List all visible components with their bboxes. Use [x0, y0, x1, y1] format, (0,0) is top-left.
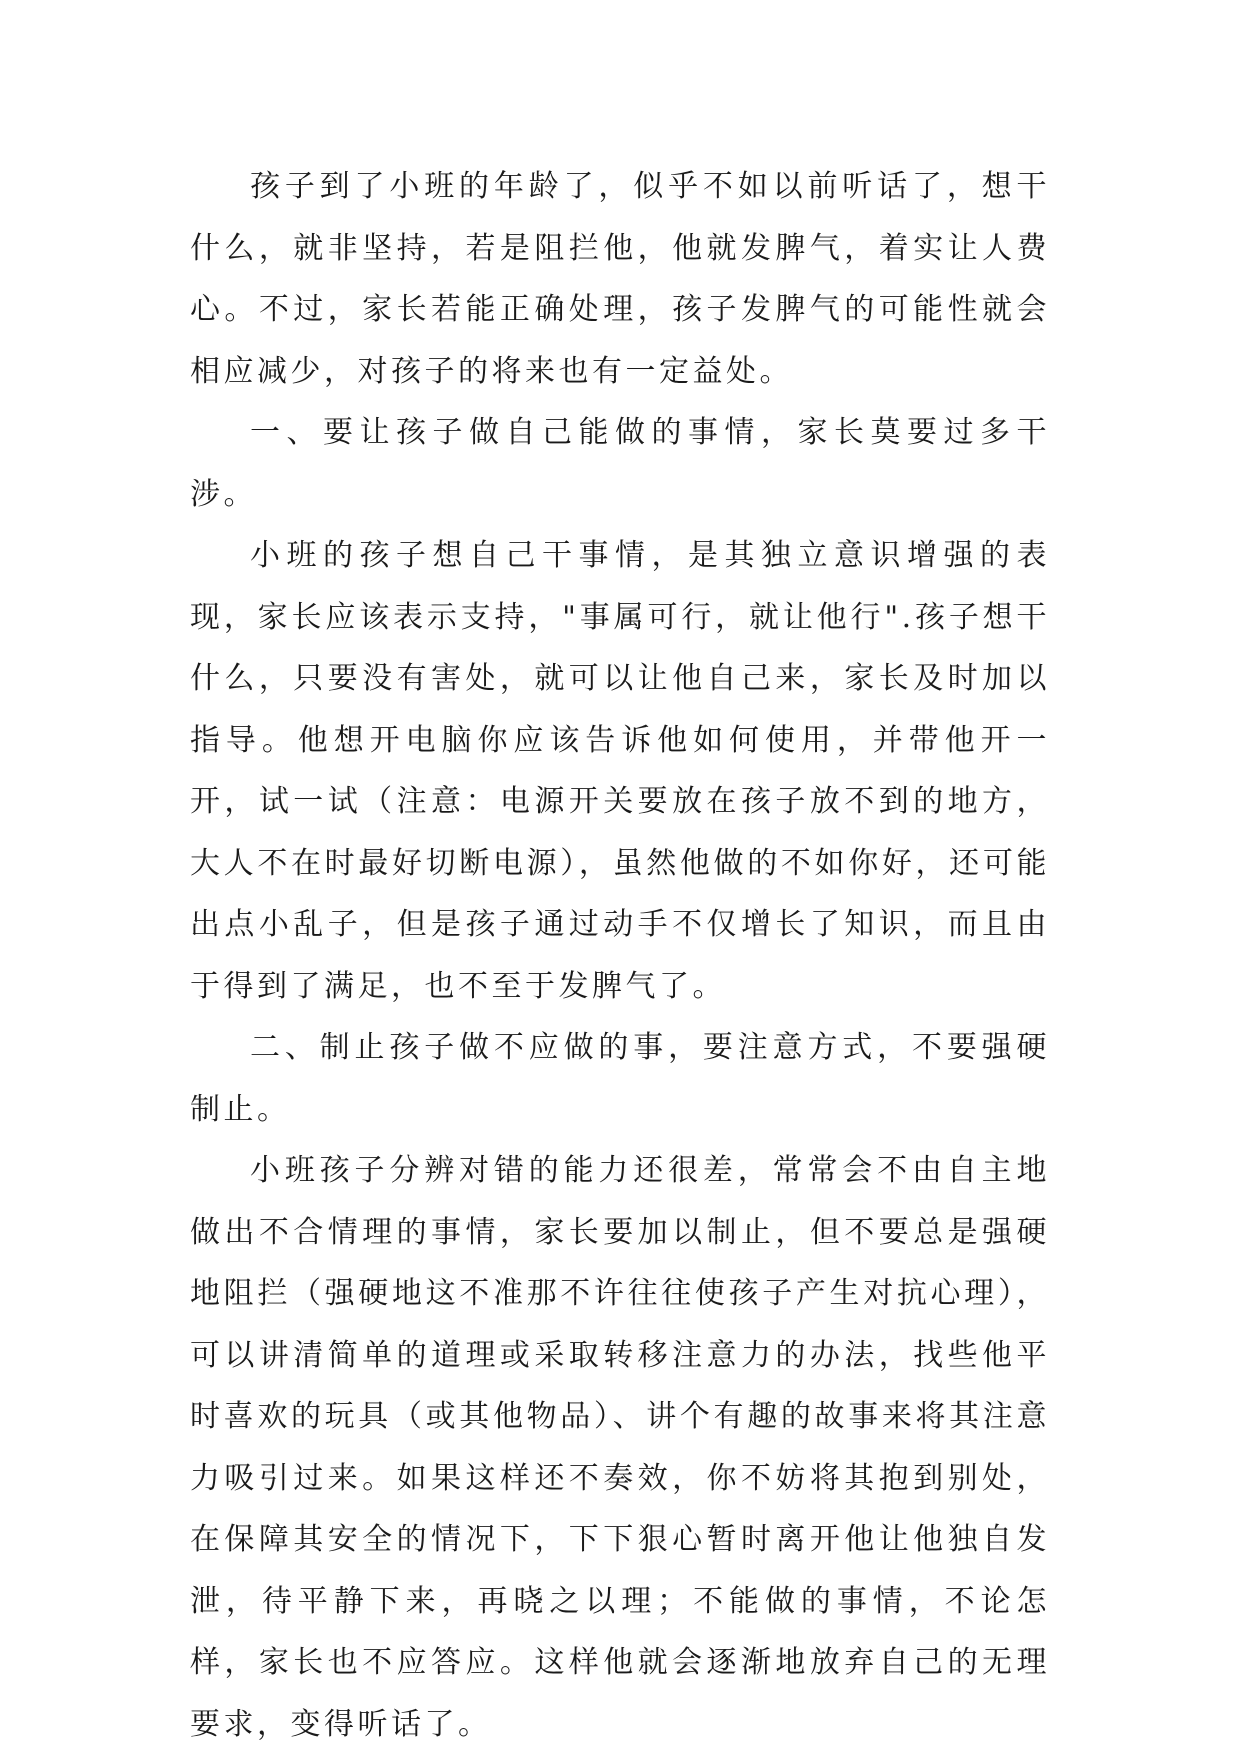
paragraph-section-1: 小班的孩子想自己干事情，是其独立意识增强的表现，家长应该表示支持，"事属可行，就让他行".孩子想干什么，只要没有害处，就可以让他自己来，家长及时加以指导。他想开电脑你应该告诉他如何使用，并带他开一开，试一试（注意：电源开关要放在孩子放不到的地方，大人不在时最好切断电源），虽然他做的不如你好，还可能出点小乱子，但是孩子通过动手不仅增长了知识，而且由于得到了满足，也不至于发脾气了。 [190, 538, 1050, 1004]
section-heading-2: 二、制止孩子做不应做的事，要注意方式，不要强硬制止。 [190, 1030, 1050, 1127]
document-page [190, 156, 1050, 1755]
paragraph-section-2: 小班孩子分辨对错的能力还很差，常常会不由自主地做出不合情理的事情，家长要加以制止，但不要总是强硬地阻拦（强硬地这不准那不许往往使孩子产生对抗心理），可以讲清简单的道理或采取转移注意力的办法，找些他平时喜欢的玩具（或其他物品）、讲个有趣的故事来将其注意力吸引过来。如果这样还不奏效，你不妨将其抱到别处，在保障其安全的情况下，下下狠心暂时离开他让他独自发泄，待平静下来，再晓之以理；不能做的事情，不论怎样，家长也不应答应。这样他就会逐渐地放弃自己的无理要求，变得听话了。 [190, 1153, 1050, 1742]
section-heading-1: 一、要让孩子做自己能做的事情，家长莫要过多干涉。 [190, 415, 1050, 512]
paragraph-intro: 孩子到了小班的年龄了，似乎不如以前听话了，想干什么，就非坚持，若是阻拦他，他就发脾气，着实让人费心。不过，家长若能正确处理，孩子发脾气的可能性就会相应减少，对孩子的将来也有一定益处。 [190, 169, 1050, 389]
